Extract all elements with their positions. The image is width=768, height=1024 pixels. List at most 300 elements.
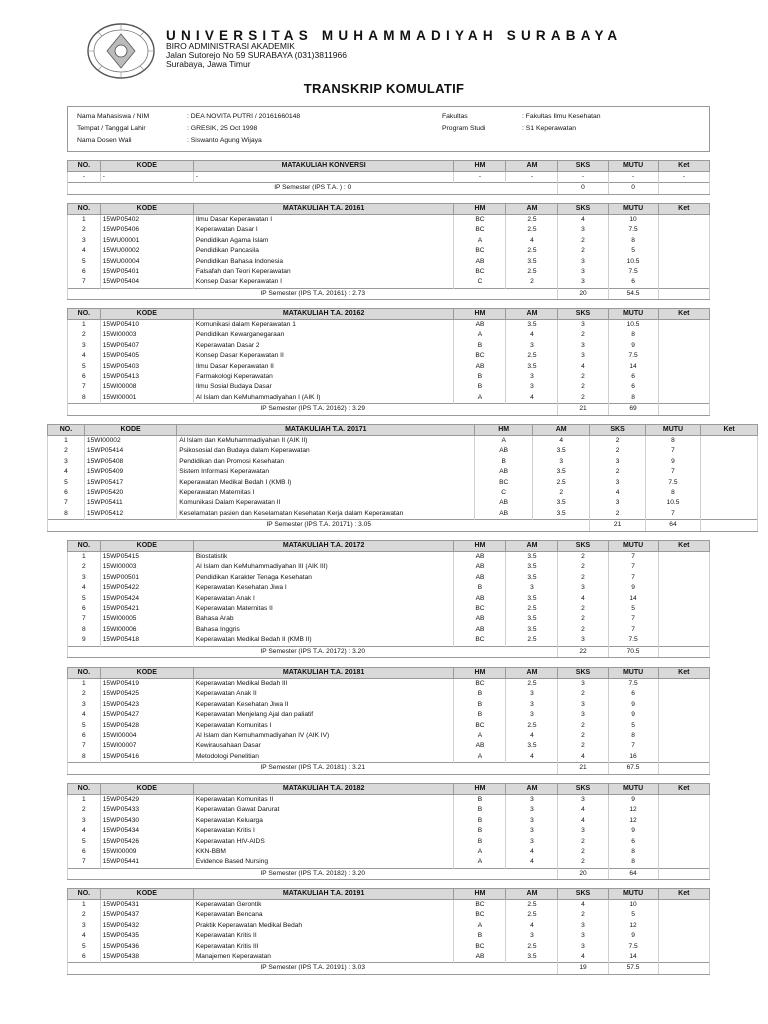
course-row <box>68 625 710 635</box>
remark <box>701 436 758 447</box>
letter-grade: A <box>454 752 506 763</box>
course-code: 15WP05416 <box>100 752 193 763</box>
grade-point: 3.5 <box>506 614 558 624</box>
semester-summary-row <box>68 183 710 194</box>
course-code: 15WP05404 <box>100 277 193 288</box>
grade-point: 3 <box>506 583 558 593</box>
credit-units: 3 <box>558 795 608 806</box>
course-code: 15WP05415 <box>100 552 193 563</box>
semester-table <box>67 540 710 658</box>
table-header-row <box>48 425 758 436</box>
semester-block <box>67 540 710 658</box>
semester-table <box>67 888 710 975</box>
course-code: 15WU00001 <box>100 236 193 246</box>
course-row <box>48 478 758 488</box>
grade-point: 3.5 <box>506 625 558 635</box>
credit-units: 2 <box>558 721 608 731</box>
remark <box>658 731 709 741</box>
course-name: - <box>193 172 454 183</box>
col-kode-header: KODE <box>100 204 193 215</box>
credit-units: 2 <box>590 509 645 520</box>
course-row <box>68 236 710 246</box>
total-mutu: 70.5 <box>608 646 658 657</box>
remark <box>658 625 709 635</box>
quality-points: 7.5 <box>608 635 658 646</box>
birth-value: : GRESIK, 25 Oct 1998 <box>187 125 258 132</box>
quality-points: 5 <box>608 604 658 614</box>
row-number: 5 <box>68 837 101 847</box>
row-number: 9 <box>68 635 101 646</box>
semester-ip: IP Semester (IPS T.A. 20191) : 3.03 <box>68 963 558 974</box>
credit-units: 3 <box>558 942 608 952</box>
row-number: 8 <box>68 752 101 763</box>
semester-table <box>67 203 710 300</box>
course-row <box>48 446 758 456</box>
credit-units: 2 <box>558 382 608 392</box>
course-name: Pendidikan Pancasila <box>193 246 454 256</box>
row-number: 6 <box>68 731 101 741</box>
total-mutu: 64 <box>608 868 658 879</box>
grade-point: 2.5 <box>532 478 590 488</box>
quality-points: 7 <box>645 467 700 477</box>
row-number: 3 <box>48 457 85 467</box>
course-name: Keperawatan Keluarga <box>193 816 454 826</box>
course-name: Ilmu Dasar Keperawatan I <box>193 215 454 226</box>
remark <box>658 816 709 826</box>
grade-point: 2.5 <box>506 604 558 614</box>
quality-points: 16 <box>608 752 658 763</box>
letterhead-address <box>166 42 347 69</box>
col-matakuliah-header: MATAKULIAH T.A. 20162 <box>193 309 454 320</box>
row-number: 3 <box>68 573 101 583</box>
row-number: 1 <box>68 215 101 226</box>
letter-grade: BC <box>454 215 506 226</box>
letter-grade: B <box>454 805 506 815</box>
remark <box>658 910 709 920</box>
course-name: Ilmu Sosial Budaya Dasar <box>193 382 454 392</box>
course-row <box>68 795 710 806</box>
course-name: Keperawatan Komunitas I <box>193 721 454 731</box>
course-name: Psikososial dan Budaya dalam Keperawatan <box>177 446 475 456</box>
remark <box>658 795 709 806</box>
letter-grade: B <box>454 341 506 351</box>
letter-grade: BC <box>454 267 506 277</box>
course-code: 15WI00006 <box>100 625 193 635</box>
remark <box>658 277 709 288</box>
total-sks: 21 <box>590 520 645 531</box>
remark <box>701 509 758 520</box>
faculty-label: Fakultas <box>442 113 468 120</box>
semester-table <box>67 160 710 195</box>
grade-point: 2.5 <box>506 635 558 646</box>
remark <box>658 320 709 331</box>
course-row <box>48 467 758 477</box>
letter-grade: AB <box>454 952 506 963</box>
row-number: 2 <box>68 562 101 572</box>
name-value: : DEA NOVITA PUTRI / 20161660148 <box>187 113 301 120</box>
col-hm-header: HM <box>454 204 506 215</box>
col-no-header: NO. <box>68 161 101 172</box>
grade-point: 2 <box>532 488 590 498</box>
grade-point: 3 <box>506 816 558 826</box>
course-row <box>68 910 710 920</box>
credit-units: 3 <box>590 457 645 467</box>
quality-points: 6 <box>608 277 658 288</box>
grade-point: 3.5 <box>506 320 558 331</box>
course-code: 15WU00002 <box>100 246 193 256</box>
course-code: 15WP05412 <box>84 509 176 520</box>
letter-grade: B <box>454 837 506 847</box>
remark <box>658 246 709 256</box>
total-mutu: 67.5 <box>608 763 658 774</box>
total-sks: 20 <box>558 868 608 879</box>
course-code: 15WP05424 <box>100 594 193 604</box>
letter-grade: B <box>475 457 533 467</box>
row-number: 4 <box>68 826 101 836</box>
total-mutu: 57.5 <box>608 963 658 974</box>
course-row <box>68 562 710 572</box>
remark <box>658 382 709 392</box>
col-ket-header: Ket <box>658 541 709 552</box>
course-name: Keperawatan Gerontik <box>193 900 454 911</box>
row-number: 8 <box>48 509 85 520</box>
course-name: Evidence Based Nursing <box>193 857 454 868</box>
grade-point: 3.5 <box>506 552 558 563</box>
col-sks-header: SKS <box>590 425 645 436</box>
letter-grade: A <box>454 236 506 246</box>
letter-grade: AB <box>454 552 506 563</box>
course-row <box>68 341 710 351</box>
credit-units: 3 <box>558 351 608 361</box>
letter-grade: AB <box>454 362 506 372</box>
course-code: - <box>100 172 193 183</box>
remark <box>658 362 709 372</box>
quality-points: 8 <box>608 393 658 404</box>
course-code: 15WP05406 <box>100 225 193 235</box>
col-kode-header: KODE <box>100 161 193 172</box>
course-code: 15WP05430 <box>100 816 193 826</box>
course-name: Manajemen Keperawatan <box>193 952 454 963</box>
grade-point: 4 <box>506 847 558 857</box>
course-name: Pendidikan dan Promosi Kesehatan <box>177 457 475 467</box>
row-number: 7 <box>68 382 101 392</box>
quality-points: 9 <box>608 583 658 593</box>
quality-points: 8 <box>608 236 658 246</box>
row-number: 6 <box>68 267 101 277</box>
name-label: Nama Mahasiswa / NIM <box>77 113 150 120</box>
letter-grade: BC <box>454 900 506 911</box>
col-mutu-header: MUTU <box>608 204 658 215</box>
remark <box>658 236 709 246</box>
course-row <box>68 805 710 815</box>
col-am-header: AM <box>506 204 558 215</box>
credit-units: 2 <box>558 741 608 751</box>
letter-grade: C <box>454 277 506 288</box>
credit-units: 2 <box>558 372 608 382</box>
col-am-header: AM <box>506 889 558 900</box>
credit-units: 3 <box>558 277 608 288</box>
grade-point: 3 <box>506 382 558 392</box>
semester-summary-row <box>68 963 710 974</box>
course-name: Keperawatan Kritis I <box>193 826 454 836</box>
credit-units: 2 <box>558 393 608 404</box>
course-code: 15WP05435 <box>100 931 193 941</box>
grade-point: 3 <box>506 805 558 815</box>
remark <box>701 498 758 508</box>
course-code: 15WP05402 <box>100 215 193 226</box>
remark <box>658 583 709 593</box>
course-row <box>68 573 710 583</box>
col-ket-header: Ket <box>658 161 709 172</box>
address-line: Surabaya, Jawa Timur <box>166 59 251 69</box>
col-ket-header: Ket <box>701 425 758 436</box>
course-row <box>68 731 710 741</box>
remark <box>658 351 709 361</box>
summary-blank <box>658 404 709 415</box>
course-name: Al Islam dan KeMuhammadiyahan III (AIK III) <box>193 562 454 572</box>
course-row <box>68 257 710 267</box>
credit-units: 3 <box>558 267 608 277</box>
credit-units: 2 <box>590 446 645 456</box>
letter-grade: B <box>454 689 506 699</box>
credit-units: 3 <box>558 257 608 267</box>
row-number: 6 <box>68 952 101 963</box>
row-number: 5 <box>68 721 101 731</box>
quality-points: 10 <box>608 215 658 226</box>
grade-point: 2.5 <box>506 246 558 256</box>
col-ket-header: Ket <box>658 784 709 795</box>
course-row <box>68 225 710 235</box>
col-hm-header: HM <box>454 784 506 795</box>
quality-points: 9 <box>608 700 658 710</box>
credit-units: 3 <box>558 710 608 720</box>
row-number: 8 <box>68 393 101 404</box>
col-ket-header: Ket <box>658 204 709 215</box>
quality-points: 14 <box>608 952 658 963</box>
course-code: 15WP05423 <box>100 700 193 710</box>
course-name: Al Islam dan KeMuhammadiyahan II (AIK II) <box>177 436 475 447</box>
course-code: 15WP05429 <box>100 795 193 806</box>
col-mutu-header: MUTU <box>645 425 700 436</box>
quality-points: 7 <box>645 446 700 456</box>
course-row <box>48 498 758 508</box>
course-row <box>68 277 710 288</box>
row-number: 6 <box>68 372 101 382</box>
remark <box>658 921 709 931</box>
credit-units: 2 <box>558 552 608 563</box>
grade-point: 3 <box>532 457 590 467</box>
university-seal-logo <box>86 22 156 80</box>
col-kode-header: KODE <box>100 668 193 679</box>
remark <box>658 847 709 857</box>
letter-grade: BC <box>454 942 506 952</box>
quality-points: 7 <box>608 552 658 563</box>
quality-points: 14 <box>608 362 658 372</box>
credit-units: 4 <box>558 816 608 826</box>
quality-points: 14 <box>608 594 658 604</box>
course-row <box>68 351 710 361</box>
quality-points: 7.5 <box>608 942 658 952</box>
row-number: 4 <box>68 583 101 593</box>
remark <box>658 604 709 614</box>
remark <box>658 721 709 731</box>
course-name: Keselamatan pasien dan Keselamatan Kesehatan Kerja dalam Keperawatan <box>177 509 475 520</box>
quality-points: 6 <box>608 382 658 392</box>
row-number: 1 <box>68 900 101 911</box>
semester-ip: IP Semester (IPS T.A. 20172) : 3.20 <box>68 646 558 657</box>
quality-points: 7.5 <box>608 225 658 235</box>
course-name: Keperawatan Medikal Bedah I (KMB I) <box>177 478 475 488</box>
course-name: Keperawatan Kesehatan Jiwa I <box>193 583 454 593</box>
semester-summary-row <box>68 646 710 657</box>
course-code: 15WP05436 <box>100 942 193 952</box>
remark <box>658 752 709 763</box>
course-row <box>68 741 710 751</box>
row-number: 1 <box>48 436 85 447</box>
course-name: Komunikasi Dalam Keperawatan II <box>177 498 475 508</box>
quality-points: 9 <box>608 826 658 836</box>
remark <box>658 341 709 351</box>
letterhead <box>86 22 726 80</box>
course-name: Pendidikan Karakter Tenaga Kesehatan <box>193 573 454 583</box>
course-code: 15WI00001 <box>100 393 193 404</box>
credit-units: 4 <box>558 752 608 763</box>
summary-blank <box>701 520 758 531</box>
course-row <box>68 362 710 372</box>
remark <box>701 488 758 498</box>
course-row <box>68 931 710 941</box>
course-row <box>68 952 710 963</box>
course-name: Sistem Informasi Keperawatan <box>177 467 475 477</box>
course-code: 15WI00003 <box>100 562 193 572</box>
course-row <box>68 614 710 624</box>
course-name: Konsep Dasar Keperawatan I <box>193 277 454 288</box>
grade-point: 4 <box>506 236 558 246</box>
row-number: 5 <box>68 257 101 267</box>
quality-points: 7.5 <box>608 351 658 361</box>
grade-point: 2.5 <box>506 721 558 731</box>
course-row <box>68 847 710 857</box>
total-mutu: 69 <box>608 404 658 415</box>
semester-table <box>67 783 710 880</box>
letter-grade: A <box>454 921 506 931</box>
row-number: 4 <box>68 351 101 361</box>
credit-units: 2 <box>590 467 645 477</box>
col-mutu-header: MUTU <box>608 309 658 320</box>
remark <box>658 679 709 690</box>
course-row <box>68 215 710 226</box>
quality-points: 12 <box>608 805 658 815</box>
letter-grade: B <box>454 382 506 392</box>
letter-grade: BC <box>454 225 506 235</box>
course-code: 15WP05405 <box>100 351 193 361</box>
credit-units: 2 <box>558 837 608 847</box>
course-row <box>48 436 758 447</box>
grade-point: 2.5 <box>506 942 558 952</box>
credit-units: 2 <box>558 625 608 635</box>
letter-grade: AB <box>475 446 533 456</box>
col-sks-header: SKS <box>558 161 608 172</box>
course-row <box>68 172 710 183</box>
course-code: 15WI00007 <box>100 741 193 751</box>
credit-units: 2 <box>558 604 608 614</box>
course-name: Keperawatan Medikal Bedah III <box>193 679 454 690</box>
course-row <box>68 635 710 646</box>
credit-units: 4 <box>558 900 608 911</box>
grade-point: 3.5 <box>532 498 590 508</box>
semester-block <box>67 667 710 775</box>
remark <box>658 931 709 941</box>
letter-grade: BC <box>454 910 506 920</box>
course-row <box>68 246 710 256</box>
course-code: 15WP05418 <box>100 635 193 646</box>
course-name: Keperawatan Menjelang Ajal dan paliatif <box>193 710 454 720</box>
grade-point: 3 <box>506 700 558 710</box>
course-name: Keperawatan Anak I <box>193 594 454 604</box>
letter-grade: A <box>454 330 506 340</box>
col-sks-header: SKS <box>558 309 608 320</box>
course-name: Komunikasi dalam Keperawatan 1 <box>193 320 454 331</box>
credit-units: 4 <box>558 952 608 963</box>
total-sks: 19 <box>558 963 608 974</box>
course-code: 15WP05410 <box>100 320 193 331</box>
letter-grade: A <box>454 731 506 741</box>
grade-point: 3 <box>506 795 558 806</box>
grade-point: 3.5 <box>532 509 590 520</box>
letter-grade: BC <box>454 604 506 614</box>
course-row <box>68 826 710 836</box>
table-header-row <box>68 204 710 215</box>
letter-grade: BC <box>475 478 533 488</box>
remark <box>701 467 758 477</box>
grade-point: 4 <box>506 731 558 741</box>
course-name: Konsep Dasar Keperawatan II <box>193 351 454 361</box>
credit-units: 3 <box>558 341 608 351</box>
course-row <box>68 552 710 563</box>
course-row <box>68 721 710 731</box>
credit-units: 2 <box>558 689 608 699</box>
row-number: 4 <box>68 246 101 256</box>
table-header-row <box>68 784 710 795</box>
row-number: 4 <box>48 467 85 477</box>
course-code: 15WP05431 <box>100 900 193 911</box>
col-hm-header: HM <box>454 309 506 320</box>
course-name: Keperawatan Kritis III <box>193 942 454 952</box>
letter-grade: C <box>475 488 533 498</box>
letter-grade: AB <box>475 467 533 477</box>
grade-point: 4 <box>506 330 558 340</box>
col-sks-header: SKS <box>558 204 608 215</box>
letter-grade: AB <box>454 594 506 604</box>
quality-points: 7 <box>608 741 658 751</box>
row-number: 7 <box>48 498 85 508</box>
course-row <box>68 583 710 593</box>
credit-units: 2 <box>558 731 608 741</box>
letter-grade: - <box>454 172 506 183</box>
col-matakuliah-header: MATAKULIAH KONVERSI <box>193 161 454 172</box>
letter-grade: B <box>454 816 506 826</box>
col-am-header: AM <box>506 309 558 320</box>
row-number: 2 <box>68 910 101 920</box>
col-hm-header: HM <box>454 668 506 679</box>
total-sks: 22 <box>558 646 608 657</box>
address-line: Jalan Sutorejo No 59 SURABAYA (031)3811966 <box>166 50 347 60</box>
course-row <box>48 488 758 498</box>
course-name: Keperawatan Medikal Bedah II (KMB II) <box>193 635 454 646</box>
quality-points: 8 <box>608 857 658 868</box>
course-code: 15WP05421 <box>100 604 193 614</box>
remark <box>658 372 709 382</box>
